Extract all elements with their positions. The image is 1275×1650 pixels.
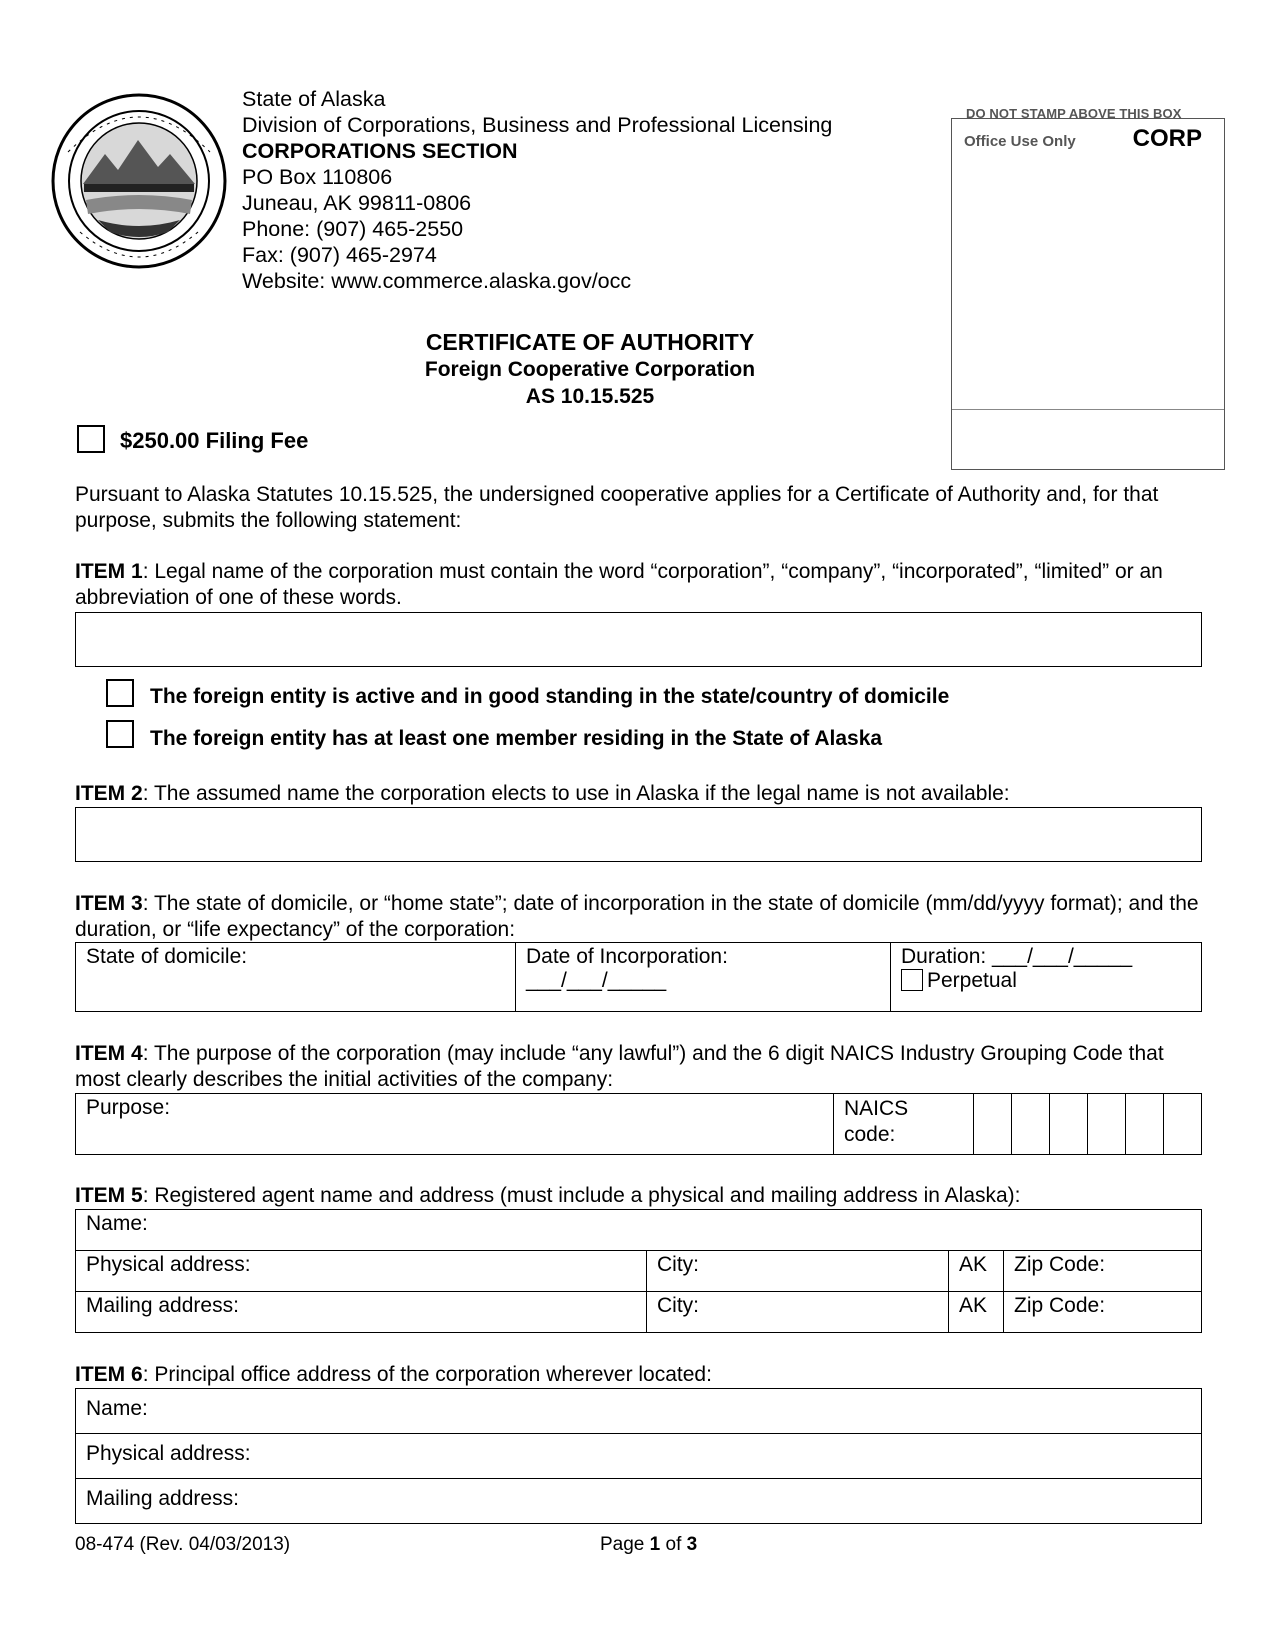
item4-table	[75, 1093, 1202, 1155]
item1-text: : Legal name of the corporation must contain the word “corporation”, “company”, “incorporated”, “limited” or an abbreviation of one of these words.	[75, 560, 1163, 609]
good-standing-checkbox[interactable]	[106, 679, 134, 707]
agent-mailing-state-label: AK	[959, 1294, 988, 1317]
filing-fee-label: $250.00 Filing Fee	[120, 428, 309, 453]
header-line-section: CORPORATIONS SECTION	[242, 139, 518, 163]
item4-text: : The purpose of the corporation (may include “any lawful”) and the 6 digit NAICS Industry Grouping Code that most clearly describes the initial activities of the company:	[75, 1042, 1164, 1091]
form-subtitle: Foreign Cooperative Corporation	[424, 358, 756, 381]
principal-physical-address-label: Physical address:	[86, 1442, 251, 1465]
item6-label: ITEM 6	[75, 1363, 143, 1386]
item5-table	[75, 1209, 1202, 1333]
duration-field[interactable]	[891, 943, 1202, 1012]
good-standing-label: The foreign entity is active and in good standing in the state/country of domicile	[150, 685, 950, 708]
filing-fee-checkbox[interactable]	[77, 425, 105, 453]
agent-physical-state-label: AK	[959, 1253, 988, 1276]
item3-table	[75, 942, 1202, 1012]
header-line-division: Division of Corporations, Business and Professional Licensing	[242, 113, 833, 137]
date-of-incorporation-blank: ___/___/_____	[526, 969, 667, 992]
agent-mailing-address-label: Mailing address:	[86, 1294, 239, 1317]
purpose-field[interactable]	[76, 1094, 834, 1155]
item2-instructions	[75, 781, 1215, 807]
item2-text: : The assumed name the corporation elects to use in Alaska if the legal name is not available:	[142, 782, 1010, 805]
agent-physical-zip-field[interactable]	[1004, 1251, 1202, 1292]
form-statute: AS 10.15.525	[525, 385, 655, 408]
alaska-member-label: The foreign entity has at least one member residing in the State of Alaska	[150, 727, 883, 750]
naics-label-cell	[834, 1094, 974, 1155]
item6-table	[75, 1388, 1202, 1524]
do-not-stamp-notice: DO NOT STAMP ABOVE THIS BOX	[966, 106, 1182, 121]
header-line-pobox: PO Box 110806	[242, 165, 393, 189]
legal-name-field[interactable]	[75, 612, 1202, 667]
page-of: of	[660, 1534, 687, 1555]
item2-label: ITEM 2	[75, 782, 143, 805]
item1-label: ITEM 1	[75, 560, 143, 583]
principal-physical-address-field[interactable]	[76, 1434, 1202, 1479]
naics-digit-5[interactable]	[1126, 1094, 1164, 1155]
page-total: 3	[686, 1534, 698, 1555]
agent-physical-city-field[interactable]	[647, 1251, 949, 1292]
agency-header	[242, 86, 832, 294]
naics-label-line2: code:	[844, 1123, 896, 1146]
principal-mailing-address-field[interactable]	[76, 1479, 1202, 1524]
perpetual-label: Perpetual	[927, 969, 1017, 992]
page-prefix: Page	[600, 1534, 650, 1555]
principal-mailing-address-label: Mailing address:	[86, 1487, 239, 1510]
item4-instructions	[75, 1041, 1215, 1093]
agent-mailing-zip-label: Zip Code:	[1014, 1294, 1106, 1317]
agent-physical-address-label: Physical address:	[86, 1253, 251, 1276]
header-line-website: Website: www.commerce.alaska.gov/occ	[242, 269, 632, 293]
page-number: 1	[649, 1534, 661, 1555]
date-of-incorporation-field[interactable]	[516, 943, 891, 1012]
agent-name-label: Name:	[86, 1212, 148, 1235]
form-number: 08-474 (Rev. 04/03/2013)	[75, 1534, 291, 1555]
perpetual-checkbox[interactable]	[901, 969, 923, 991]
item3-instructions	[75, 891, 1215, 943]
date-of-incorporation-label: Date of Incorporation:	[526, 945, 728, 968]
item5-label: ITEM 5	[75, 1184, 143, 1207]
intro-paragraph: Pursuant to Alaska Statutes 10.15.525, the undersigned cooperative applies for a Certificate of Authority and, for that purpose, submits the following statement:	[75, 483, 1159, 532]
corp-label: CORP	[1132, 125, 1202, 152]
header-line-phone: Phone: (907) 465-2550	[242, 217, 464, 241]
naics-digit-2[interactable]	[1012, 1094, 1050, 1155]
agent-name-field[interactable]	[76, 1210, 1202, 1251]
state-of-domicile-field[interactable]	[76, 943, 516, 1012]
office-use-box	[951, 118, 1225, 470]
office-box-divider	[952, 409, 1224, 410]
agent-mailing-state	[949, 1292, 1004, 1333]
agent-mailing-city-field[interactable]	[647, 1292, 949, 1333]
page-indicator	[600, 1534, 697, 1556]
item5-instructions	[75, 1183, 1215, 1209]
naics-digit-1[interactable]	[974, 1094, 1012, 1155]
naics-digit-3[interactable]	[1050, 1094, 1088, 1155]
state-seal-icon	[50, 92, 228, 270]
agent-mailing-address-field[interactable]	[76, 1292, 647, 1333]
duration-label: Duration: ___/___/_____	[901, 945, 1133, 968]
alaska-member-checkbox[interactable]	[106, 720, 134, 748]
item1-instructions	[75, 559, 1215, 611]
naics-digit-4[interactable]	[1088, 1094, 1126, 1155]
item3-label: ITEM 3	[75, 892, 143, 915]
item5-text: : Registered agent name and address (must include a physical and mailing address in Alaska):	[142, 1184, 1021, 1207]
office-use-label: Office Use Only	[964, 133, 1076, 150]
purpose-label: Purpose:	[86, 1096, 171, 1119]
principal-name-field[interactable]	[76, 1389, 1202, 1434]
header-line-fax: Fax: (907) 465-2974	[242, 243, 437, 267]
agent-physical-city-label: City:	[657, 1253, 699, 1276]
assumed-name-field[interactable]	[75, 807, 1202, 862]
item6-instructions	[75, 1362, 1215, 1388]
item6-text: : Principal office address of the corporation wherever located:	[142, 1363, 712, 1386]
agent-physical-zip-label: Zip Code:	[1014, 1253, 1106, 1276]
naics-label-line1: NAICS	[844, 1097, 909, 1120]
header-line-state: State of Alaska	[242, 87, 386, 111]
agent-physical-state	[949, 1251, 1004, 1292]
agent-mailing-city-label: City:	[657, 1294, 699, 1317]
item4-label: ITEM 4	[75, 1042, 143, 1065]
naics-digit-6[interactable]	[1164, 1094, 1202, 1155]
form-title: CERTIFICATE OF AUTHORITY	[425, 329, 755, 355]
agent-mailing-zip-field[interactable]	[1004, 1292, 1202, 1333]
item3-text: : The state of domicile, or “home state”; date of incorporation in the state of domicile (mm/dd/yyyy format); and the duration, or “life expectancy” of the corporation:	[75, 892, 1199, 941]
state-of-domicile-label: State of domicile:	[86, 945, 248, 968]
agent-physical-address-field[interactable]	[76, 1251, 647, 1292]
principal-name-label: Name:	[86, 1397, 148, 1420]
form-title-block	[370, 328, 810, 410]
header-line-city: Juneau, AK 99811-0806	[242, 191, 472, 215]
